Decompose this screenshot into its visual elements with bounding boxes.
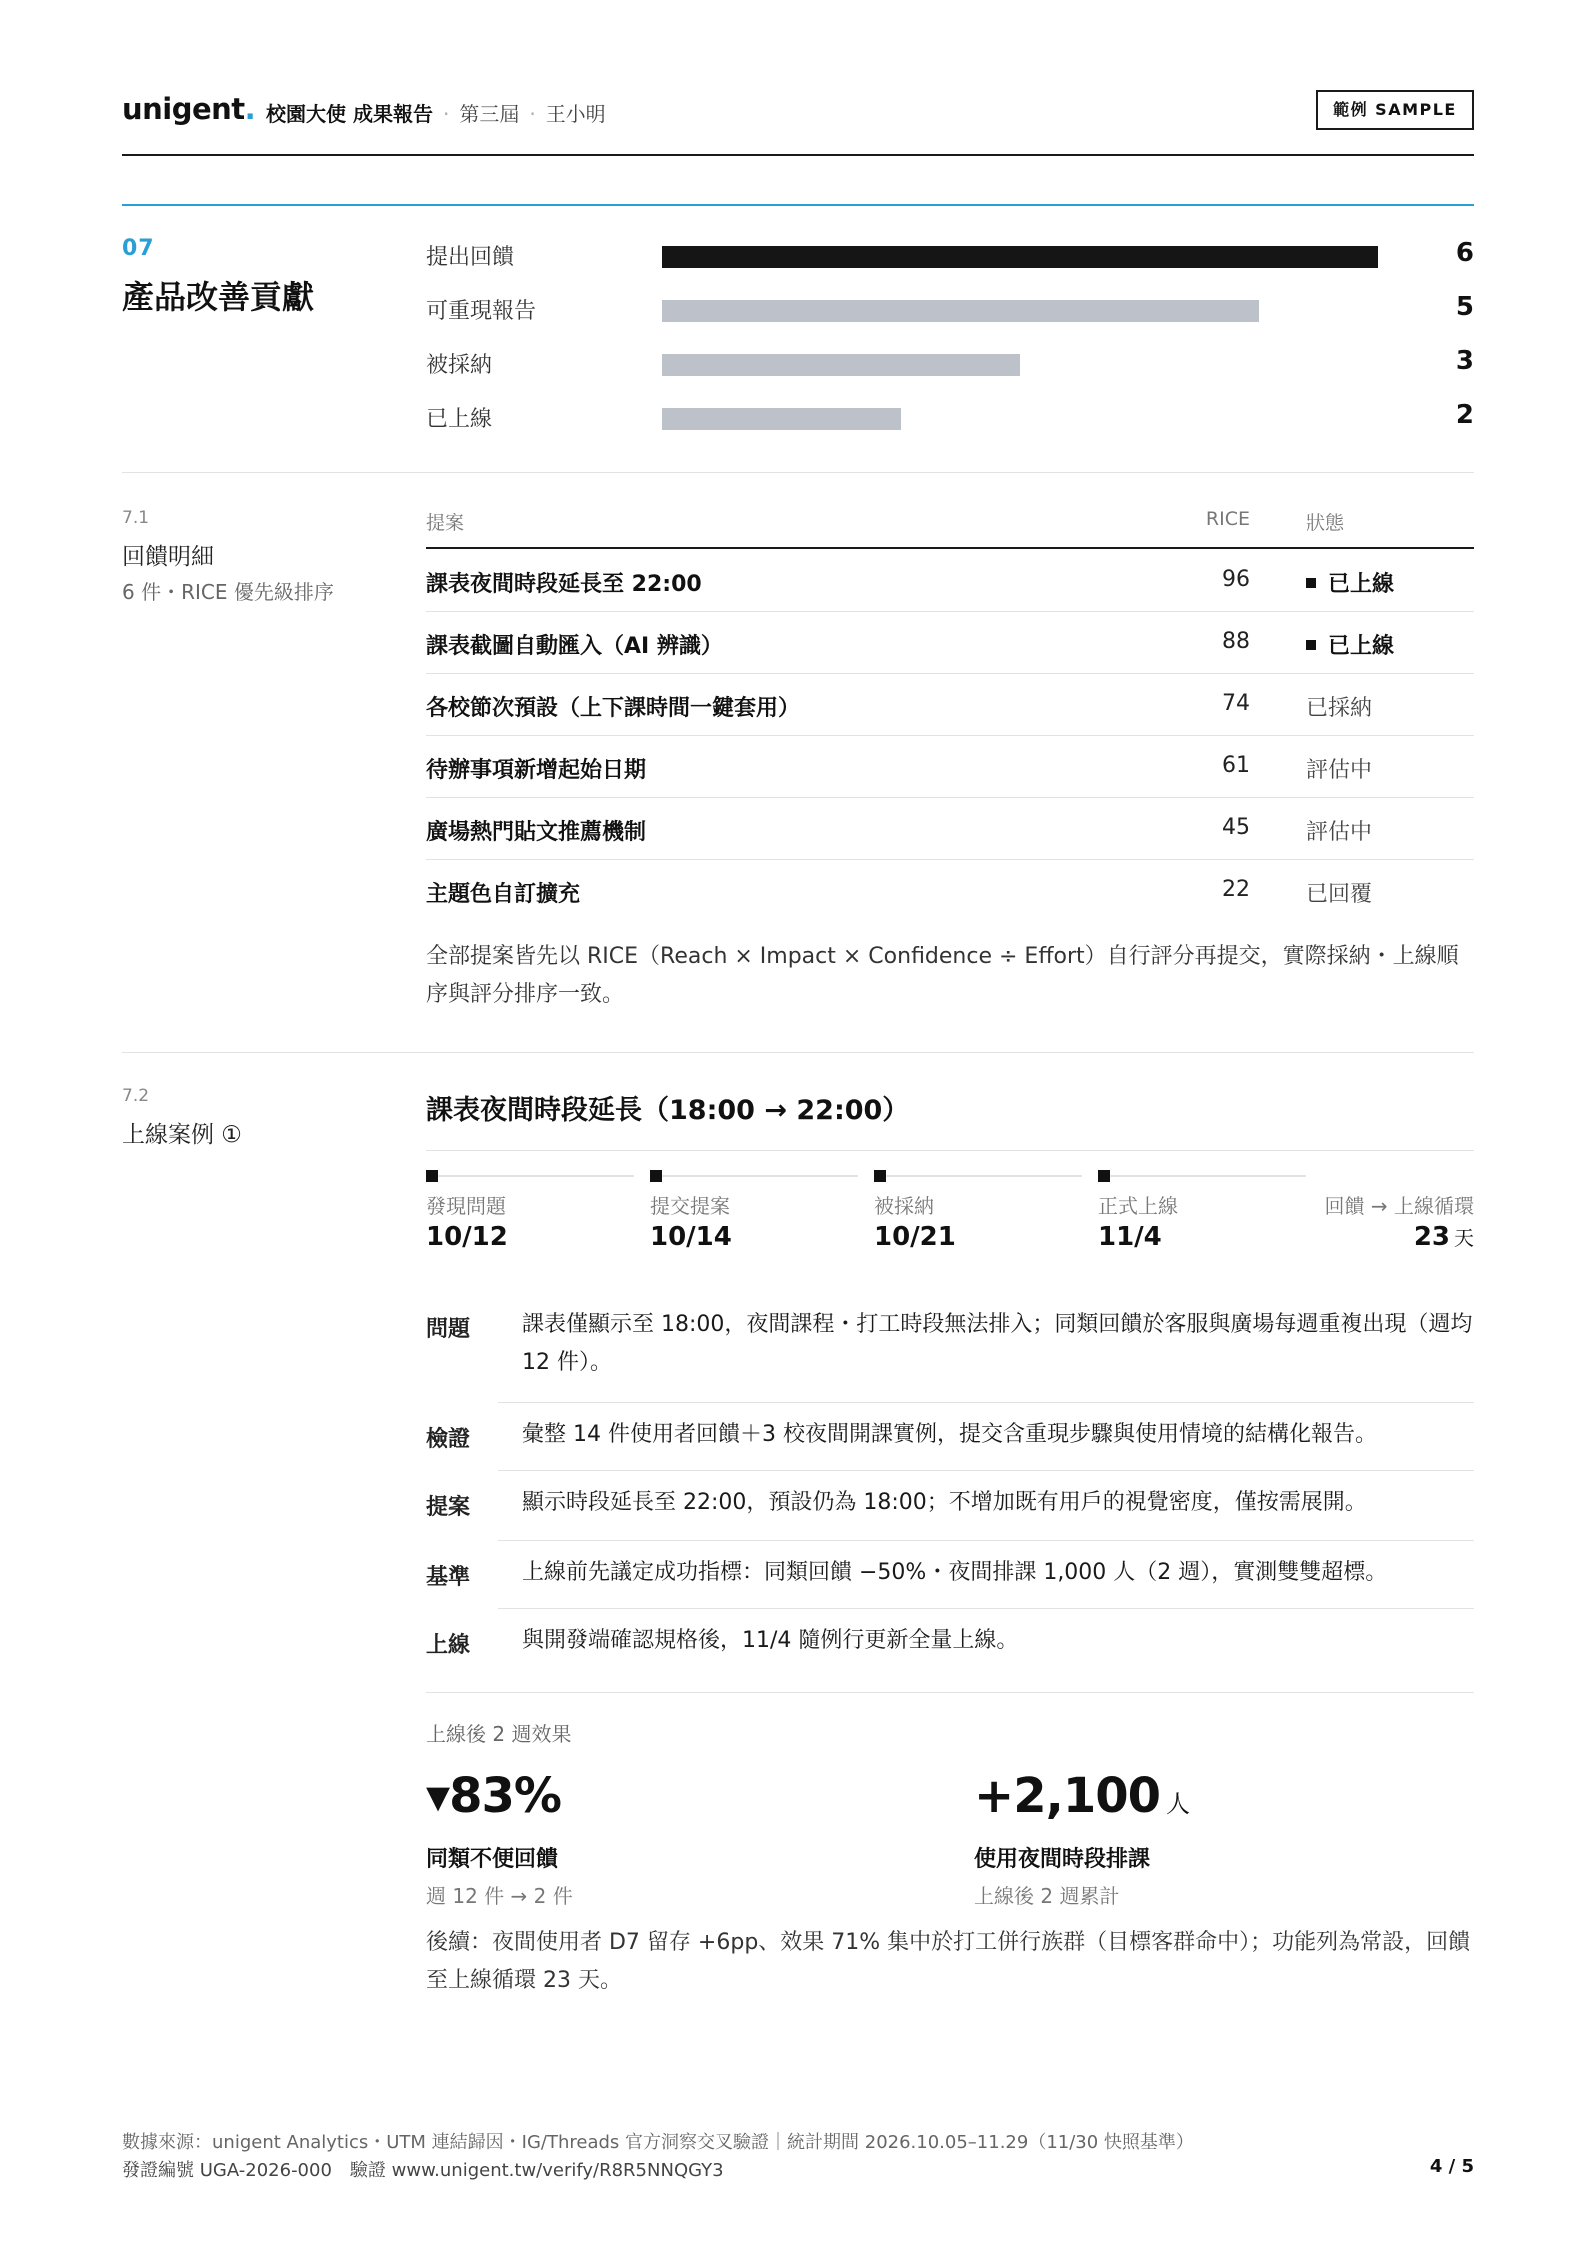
timeline-step-date: 10/21 — [874, 1222, 956, 1252]
bar-fill — [662, 354, 1020, 376]
report-page — [122, 0, 1474, 2246]
proposal-cell: 主題色自訂擴充 — [426, 882, 581, 907]
status-cell: 評估中 — [1306, 758, 1373, 783]
kpi-sub: 週 12 件 → 2 件 — [426, 1884, 573, 1908]
table-row — [426, 611, 1474, 674]
bar-label: 已上線 — [426, 407, 493, 432]
kpi-complaints — [426, 1768, 573, 1908]
table-row — [426, 859, 1474, 921]
page-number: 4 / 5 — [1429, 2156, 1474, 2177]
timeline-step-date: 11/4 — [1098, 1222, 1162, 1252]
table-row — [426, 549, 1474, 612]
table-row — [426, 673, 1474, 736]
case-divider — [426, 1150, 1474, 1151]
effect-caption: 上線後 2 週效果 — [426, 1722, 572, 1746]
timeline-marker-icon — [1098, 1170, 1110, 1182]
detail-text: 課表僅顯示至 18:00，夜間課程・打工時段無法排入；同類回饋於客服與廣場每週重複出現（週均 12 件）。 — [522, 1312, 1473, 1375]
subsection-title: 上線案例 ① — [122, 1122, 242, 1148]
followup-note: 後續：夜間使用者 D7 留存 +6pp、效果 71% 集中於打工併行族群（目標客群命中）；功能列為常設，回饋至上線循環 23 天。 — [426, 1930, 1471, 1993]
rice-cell: 22 — [1222, 877, 1250, 902]
case-heading: 課表夜間時段延長（18:00 → 22:00） — [426, 1095, 910, 1126]
rice-cell: 45 — [1222, 815, 1250, 840]
detail-term: 檢證 — [426, 1427, 471, 1452]
detail-text: 與開發端確認規格後，11/4 隨例行更新全量上線。 — [522, 1628, 1019, 1653]
section-title: 產品改善貢獻 — [122, 278, 315, 316]
rice-cell: 88 — [1222, 629, 1250, 654]
bar-label: 提出回饋 — [426, 245, 515, 270]
proposal-cell: 課表夜間時段延長至 22:00 — [426, 572, 702, 597]
timeline-step-label: 發現問題 — [426, 1194, 506, 1218]
timeline-connector — [886, 1175, 1082, 1177]
section-divider-accent — [122, 204, 1474, 206]
bar-fill — [662, 408, 901, 430]
status-cell: 已回覆 — [1306, 882, 1373, 907]
detail-term: 問題 — [426, 1317, 471, 1342]
proposal-cell: 廣場熱門貼文推薦機制 — [426, 820, 647, 845]
data-source: 數據來源：unigent Analytics・UTM 連結歸因・IG/Threads 官方洞察交叉驗證｜統計期間 2026.10.05–11.29（11/30 快照基準） — [122, 2132, 1194, 2153]
live-status-icon — [1306, 640, 1316, 650]
bar-fill — [662, 300, 1259, 322]
cohort-label: 第三屆 — [459, 102, 520, 126]
rice-cell: 61 — [1222, 753, 1250, 778]
table-row — [426, 797, 1474, 860]
timeline-marker-icon — [650, 1170, 662, 1182]
rice-note: 全部提案皆先以 RICE（Reach × Impact × Confidence ÷ Effort）自行評分再提交，實際採納・上線順序與評分排序一致。 — [426, 944, 1459, 1007]
bar-value: 5 — [1455, 292, 1474, 322]
timeline-step-date: 10/14 — [650, 1222, 732, 1252]
ambassador-name: 王小明 — [545, 102, 606, 126]
timeline-step-label: 正式上線 — [1098, 1194, 1178, 1218]
timeline-connector — [438, 1175, 634, 1177]
section-divider — [122, 1052, 1474, 1053]
kpi-sub: 上線後 2 週累計 — [974, 1884, 1120, 1908]
certificate-info — [122, 2156, 724, 2182]
verify-link[interactable]: 驗證 www.unigent.tw/verify/R8R5NNQGY3 — [349, 2160, 724, 2181]
sample-badge: 範例 SAMPLE — [1316, 90, 1474, 130]
detail-divider — [498, 1608, 1474, 1609]
bar-value: 6 — [1455, 238, 1474, 268]
timeline-connector — [662, 1175, 858, 1177]
section-divider — [122, 472, 1474, 473]
detail-term: 上線 — [426, 1633, 471, 1658]
rice-cell: 74 — [1222, 691, 1250, 716]
kpi-name: 使用夜間時段排課 — [974, 1847, 1151, 1872]
live-status-icon — [1306, 578, 1316, 588]
timeline-step-label: 提交提案 — [650, 1194, 730, 1218]
loop-value: 23 天 — [1413, 1222, 1474, 1252]
proposal-cell: 各校節次預設（上下課時間一鍵套用） — [426, 696, 801, 721]
kpi-night-users — [974, 1768, 1191, 1908]
detail-term: 基準 — [426, 1565, 471, 1590]
detail-term: 提案 — [426, 1495, 471, 1520]
kpi-name: 同類不便回饋 — [426, 1847, 559, 1872]
kpi-value: ▾83% — [426, 1768, 561, 1824]
report-title: 校園大使 成果報告 · 第三屆 · 王小明 — [266, 102, 606, 126]
timeline-step-label: 被採納 — [874, 1194, 934, 1218]
subsection-number: 7.2 — [122, 1086, 150, 1106]
status-cell: 已上線 — [1306, 567, 1394, 598]
page-header — [122, 90, 1474, 156]
column-header-proposal: 提案 — [426, 512, 465, 534]
detail-text: 上線前先議定成功指標：同類回饋 −50%・夜間排課 1,000 人（2 週），實測雙雙超標。 — [522, 1560, 1388, 1585]
bar-label: 被採納 — [426, 353, 493, 378]
column-header-rice: RICE — [1205, 508, 1250, 530]
bar-fill — [662, 246, 1378, 268]
timeline-marker-icon — [874, 1170, 886, 1182]
timeline-marker-icon — [426, 1170, 438, 1182]
kpi-value: +2,100 人 — [974, 1768, 1191, 1824]
bar-label: 可重現報告 — [426, 299, 537, 324]
subsection-title: 回饋明細 — [122, 544, 214, 570]
rice-cell: 96 — [1222, 567, 1250, 592]
timeline-step-date: 10/12 — [426, 1222, 508, 1252]
subsection-number: 7.1 — [122, 508, 150, 528]
detail-text: 彙整 14 件使用者回饋＋3 校夜間開課實例，提交含重現步驟與使用情境的結構化報告。 — [522, 1422, 1377, 1447]
table-row — [426, 735, 1474, 798]
status-cell: 已採納 — [1306, 696, 1373, 721]
status-cell: 已上線 — [1306, 629, 1394, 660]
detail-text: 顯示時段延長至 22:00，預設仍為 18:00；不增加既有用戶的視覺密度，僅按需展開。 — [522, 1490, 1367, 1515]
loop-label: 回饋 → 上線循環 — [1324, 1194, 1474, 1218]
section-number: 07 — [122, 236, 155, 261]
column-header-status: 狀態 — [1306, 512, 1345, 534]
certificate-number: 發證編號 UGA-2026-000 — [122, 2160, 332, 2181]
proposal-cell: 待辦事項新增起始日期 — [426, 758, 647, 783]
status-cell: 評估中 — [1306, 820, 1373, 845]
detail-divider — [498, 1470, 1474, 1471]
unigent-logo[interactable]: unigent. — [122, 92, 256, 126]
bar-value: 3 — [1455, 346, 1474, 376]
subsection-desc: 6 件・RICE 優先級排序 — [122, 580, 334, 604]
bar-value: 2 — [1455, 400, 1474, 430]
timeline-connector — [1110, 1175, 1306, 1177]
proposal-cell: 課表截圖自動匯入（AI 辨識） — [426, 634, 723, 659]
detail-divider — [498, 1402, 1474, 1403]
effect-divider — [426, 1692, 1474, 1693]
detail-divider — [498, 1540, 1474, 1541]
